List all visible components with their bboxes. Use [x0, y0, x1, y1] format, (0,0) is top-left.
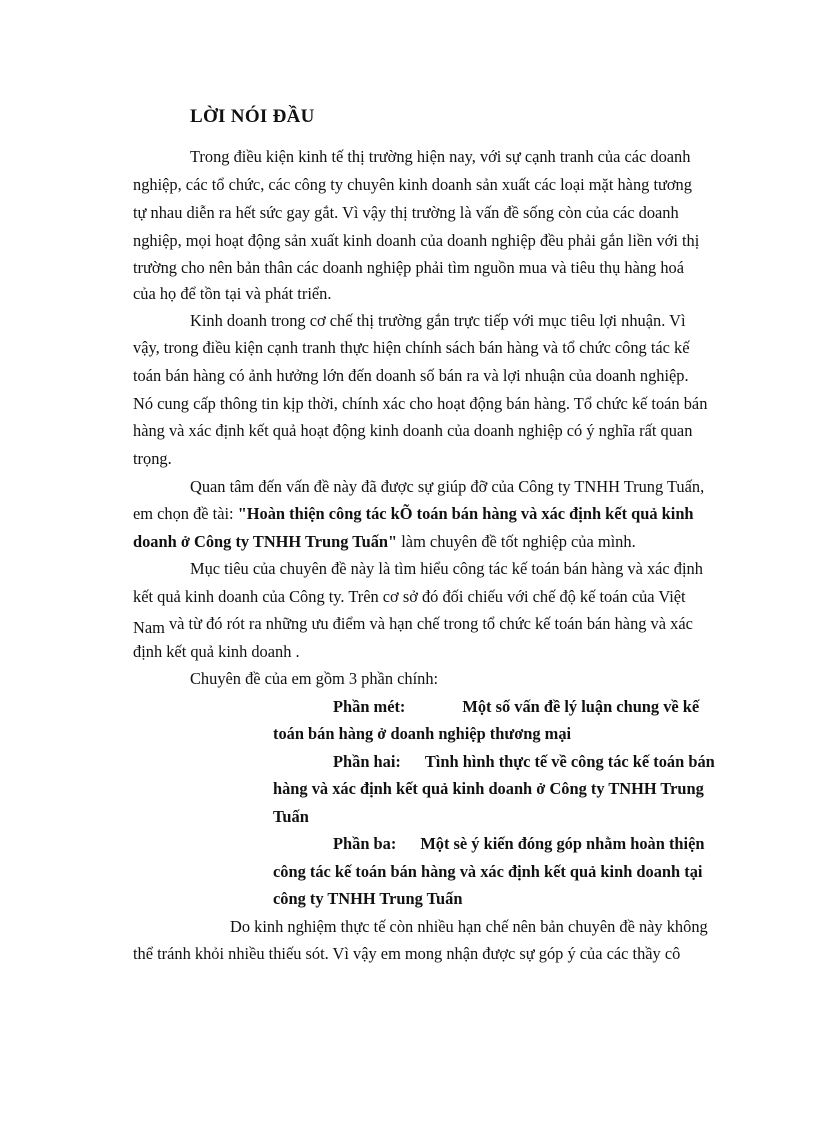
paragraph-line	[133, 504, 694, 524]
thesis-title-bold: "Hoàn thiện công tác kÕ toán bán hàng và xác định kết quả kinh	[237, 504, 694, 523]
part-label: Phần ba:	[333, 834, 397, 853]
text-span: và từ đó rót ra những ưu điểm và hạn chế trong tổ chức kế toán bán hàng và xác	[164, 614, 693, 633]
part-label: Phần mét:	[333, 697, 406, 716]
part-2-continuation: hàng và xác định kết quả kinh doanh ở Công ty TNHH Trung	[273, 779, 704, 798]
paragraph-line: Kinh doanh trong cơ chế thị trường gắn trực tiếp với mục tiêu lợi nhuận. Vì	[190, 311, 686, 330]
part-label: Phần hai:	[333, 752, 401, 771]
part-text: Một số vấn đề lý luận chung về kế	[462, 697, 700, 716]
paragraph-line	[133, 532, 636, 552]
paragraph-line: Chuyên đề của em gồm 3 phần chính:	[190, 669, 439, 688]
page-title: LỜI NÓI ĐẦU	[190, 106, 315, 127]
part-text: Một sè ý kiến đóng góp nhằm hoàn thiện	[420, 834, 705, 853]
paragraph-line: vậy, trong điều kiện cạnh tranh thực hiện chính sách bán hàng và tổ chức công tác kế	[133, 338, 690, 357]
paragraph-line: trường cho nên bản thân các doanh nghiệp phải tìm nguồn mua và tiêu thụ hàng hoá	[133, 258, 685, 277]
thesis-title-bold: doanh ở Công ty TNHH Trung Tuấn"	[133, 532, 398, 551]
part-3-heading	[333, 834, 704, 854]
part-2-continuation: Tuấn	[273, 807, 309, 826]
part-2-heading	[333, 752, 715, 772]
text-span: em chọn đề tài:	[133, 504, 238, 523]
paragraph-line: nghiệp, mọi hoạt động sản xuất kinh doanh của doanh nghiệp đều phải gắn liền với thị	[133, 231, 700, 250]
text-span: làm chuyên đề tốt nghiệp của mình.	[397, 532, 636, 551]
paragraph-line: trọng.	[133, 449, 172, 468]
paragraph-line: kết quả kinh doanh của Công ty. Trên cơ sở đó đối chiếu với chế độ kế toán của Việt	[133, 587, 686, 606]
part-1-heading	[333, 697, 699, 717]
paragraph-line: Trong điều kiện kinh tế thị trường hiện nay, với sự cạnh tranh của các doanh	[190, 147, 691, 166]
paragraph-line: của họ để tồn tại và phát triển.	[133, 284, 332, 303]
part-1-continuation: toán bán hàng ở doanh nghiệp thương mại	[273, 724, 572, 743]
paragraph-line: toán bán hàng có ảnh hưởng lớn đến doanh số bán ra và lợi nhuận của doanh nghiệp.	[133, 366, 689, 385]
paragraph-line: Mục tiêu của chuyên đề này là tìm hiểu công tác kế toán bán hàng và xác định	[190, 559, 703, 578]
paragraph-line: Nó cung cấp thông tin kịp thời, chính xác cho hoạt động bán hàng. Tổ chức kế toán bán	[133, 394, 708, 413]
part-3-continuation: công ty TNHH Trung Tuấn	[273, 889, 463, 908]
paragraph-line	[133, 614, 693, 637]
paragraph-line: Do kinh nghiệm thực tế còn nhiều hạn chế nên bản chuyên đề này không	[230, 917, 708, 936]
text-span: Nam	[133, 618, 165, 637]
part-text: Tình hình thực tế về công tác kế toán bán	[424, 752, 715, 771]
paragraph-line: hàng và xác định kết quả hoạt động kinh doanh của doanh nghiệp có ý nghĩa rất quan	[133, 421, 693, 440]
paragraph-line: thể tránh khỏi nhiều thiếu sót. Vì vậy em mong nhận được sự góp ý của các thầy cô	[133, 944, 681, 963]
part-3-continuation: công tác kế toán bán hàng và xác định kết quả kinh doanh tại	[273, 862, 703, 881]
paragraph-line: nghiệp, các tổ chức, các công ty chuyên kinh doanh sản xuất các loại mặt hàng tương	[133, 175, 692, 194]
paragraph-line: Quan tâm đến vấn đề này đã được sự giúp đỡ của Công ty TNHH Trung Tuấn,	[190, 477, 705, 496]
paragraph-line: định kết quả kinh doanh .	[133, 642, 300, 661]
paragraph-line: tự nhau diễn ra hết sức gay gắt. Vì vậy thị trường là vấn đề sống còn của các doanh	[133, 203, 679, 222]
